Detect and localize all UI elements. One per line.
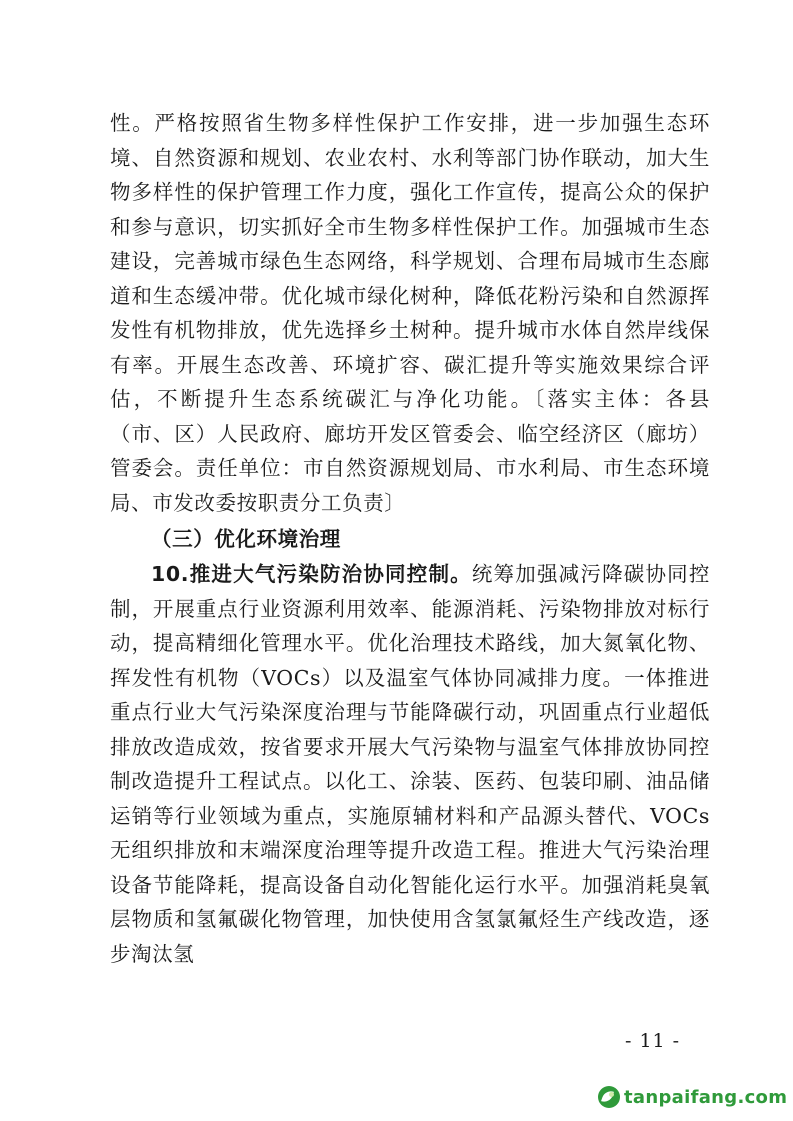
item-10-body: 统筹加强减污降碳协同控制，开展重点行业资源利用效率、能源消耗、污染物排放对标行动，提高精细化管理水平。优化治理技术路线，加大氮氧化物、挥发性有机物（VOCs）以及温室气体协同减排力度。一体推进重点行业大气污染深度治理与节能降碳行动，巩固重点行业超低排放改造成效，按省要求开展大气污染物与温室气体排放协同控制改造提升工程试点。以化工、涂装、医药、包装印刷、油品储运销等行业领域为重点，实施原辅材料和产品源头替代、VOCs无组织排放和末端深度治理等提升改造工程。推进大气污染治理设备节能降耗，提高设备自动化智能化运行水平。加强消耗臭氧层物质和氢氟碳化物管理，加快使用含氢氯氟烃生产线改造，逐步淘汰氢 xyxy=(110,562,710,966)
paragraph-item-10 xyxy=(110,557,710,971)
item-10-title: 10.推进大气污染防治协同控制。 xyxy=(151,562,472,586)
page-number: - 11 - xyxy=(625,1030,681,1052)
watermark xyxy=(598,1086,787,1108)
section-heading: （三）优化环境治理 xyxy=(151,527,341,551)
watermark-text: tanpaifang.com xyxy=(624,1086,788,1108)
leaf-logo-icon xyxy=(598,1086,620,1108)
document-body xyxy=(110,106,710,971)
paragraph-1: 性。严格按照省生物多样性保护工作安排，进一步加强生态环境、自然资源和规划、农业农村、水利等部门协作联动，加大生物多样性的保护管理工作力度，强化工作宣传，提高公众的保护和参与意识，切实抓好全市生物多样性保护工作。加强城市生态建设，完善城市绿色生态网络，科学规划、合理布局城市生态廊道和生态缓冲带。优化城市绿化树种，降低花粉污染和自然源挥发性有机物排放，优先选择乡土树种。提升城市水体自然岸线保有率。开展生态改善、环境扩容、碳汇提升等实施效果综合评估，不断提升生态系统碳汇与净化功能。〔落实主体：各县（市、区）人民政府、廊坊开发区管委会、临空经济区（廊坊）管委会。责任单位：市自然资源规划局、市水利局、市生态环境局、市发改委按职责分工负责〕 xyxy=(110,111,710,515)
